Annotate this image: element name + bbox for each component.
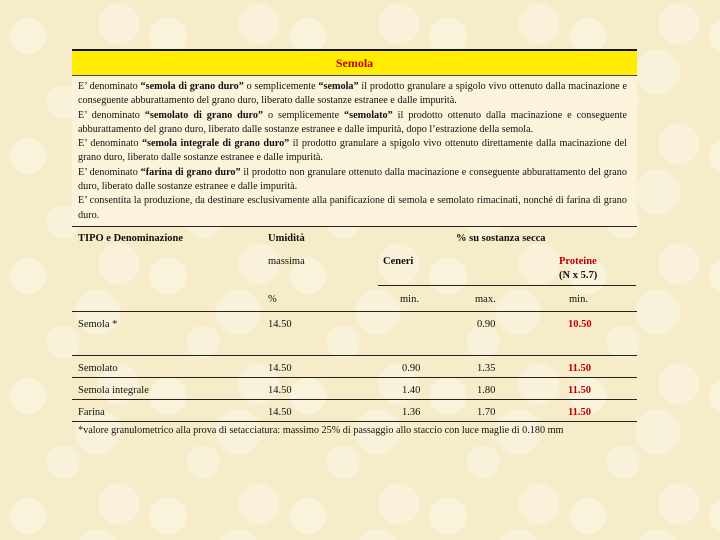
row-semola-ceneri-max: 0.90 bbox=[477, 318, 496, 330]
row-semola-proteine: 10.50 bbox=[568, 318, 592, 330]
header-ceneri-min: min. bbox=[400, 293, 419, 305]
row-semolato-ceneri-max: 1.35 bbox=[477, 362, 496, 374]
header-massima: massima bbox=[268, 255, 305, 267]
header-proteine-sub: (N x 5.7) bbox=[559, 269, 598, 281]
row-farina-ceneri-min: 1.36 bbox=[402, 406, 421, 418]
row-semola-tipo: Semola * bbox=[78, 318, 118, 330]
header-proteine-min: min. bbox=[569, 293, 588, 305]
intro-paragraph-farina: E’ denominato “farina di grano duro” il prodotto non granulare ottenuto dalla macinazione e conseguente abburattamento del grano duro, liberato dalle sostanze estranee e dalle impurità. bbox=[78, 166, 627, 193]
row-integrale-proteine: 11.50 bbox=[568, 384, 592, 396]
intro-paragraph-semolato: E’ denominato “semolato di grano duro” o semplicemente “semolato” il prodotto ottenuto dalla macinazione e conseguente abburattamento del grano duro, liberato dalle sostanze estranee e dalle impurità, dopo l’estrazione della semola. bbox=[78, 109, 627, 135]
header-percent: % bbox=[268, 293, 277, 305]
row-rule-4 bbox=[72, 421, 637, 422]
document bbox=[72, 49, 637, 438]
row-farina-tipo: Farina bbox=[78, 406, 105, 418]
header-bottom-rule bbox=[72, 311, 637, 312]
row-integrale-ceneri-max: 1.80 bbox=[477, 384, 496, 396]
header-sostanza-secca: % su sostanza secca bbox=[456, 232, 546, 244]
header-divider bbox=[378, 285, 636, 286]
composition-table bbox=[72, 227, 637, 437]
row-rule-1 bbox=[72, 355, 637, 356]
row-integrale-umidita: 14.50 bbox=[268, 384, 292, 396]
page-title: Semola bbox=[335, 55, 374, 70]
footnote: *valore granulometrico alla prova di setacciatura: massimo 25% di passaggio allo staccio con luce maglie di 0.180 mm bbox=[78, 424, 564, 436]
intro-paragraph-produzione: E’ consentita la produzione, da destinare esclusivamente alla panificazione di semola e semolato rimacinati, nonché di farina di grano duro. bbox=[78, 195, 627, 221]
row-semola-umidita: 14.50 bbox=[268, 318, 292, 330]
row-farina-ceneri-max: 1.70 bbox=[477, 406, 496, 418]
row-integrale-tipo: Semola integrale bbox=[78, 384, 149, 396]
intro-text bbox=[72, 76, 637, 227]
row-semolato-tipo: Semolato bbox=[78, 362, 118, 374]
title-bar bbox=[72, 49, 637, 76]
row-farina-umidita: 14.50 bbox=[268, 406, 292, 418]
intro-paragraph-semola: E’ denominato “semola di grano duro” o semplicemente “semola” il prodotto granulare a spigolo vivo ottenuto dalla macinazione e conseguente abburattamento del grano duro, liberato dalle sostanze estranee e dalle impurità. bbox=[78, 81, 627, 107]
row-semolato-proteine: 11.50 bbox=[568, 362, 592, 374]
header-tipo: TIPO e Denominazione bbox=[78, 232, 183, 244]
row-rule-3 bbox=[72, 399, 637, 400]
intro-paragraph-integrale: E’ denominato “semola integrale di grano duro” il prodotto granulare a spigolo vivo ottenuto direttamente dalla macinazione del grano duro, liberato dalle sostanze estranee e dalle impurità. bbox=[78, 138, 627, 164]
row-integrale-ceneri-min: 1.40 bbox=[402, 384, 421, 396]
header-proteine: Proteine bbox=[559, 255, 597, 267]
row-farina-proteine: 11.50 bbox=[568, 406, 592, 418]
header-ceneri-max: max. bbox=[475, 293, 496, 305]
header-umidita: Umidità bbox=[268, 232, 305, 244]
header-ceneri: Ceneri bbox=[383, 255, 414, 267]
row-semolato-umidita: 14.50 bbox=[268, 362, 292, 374]
row-semolato-ceneri-min: 0.90 bbox=[402, 362, 421, 374]
row-rule-2 bbox=[72, 377, 637, 378]
